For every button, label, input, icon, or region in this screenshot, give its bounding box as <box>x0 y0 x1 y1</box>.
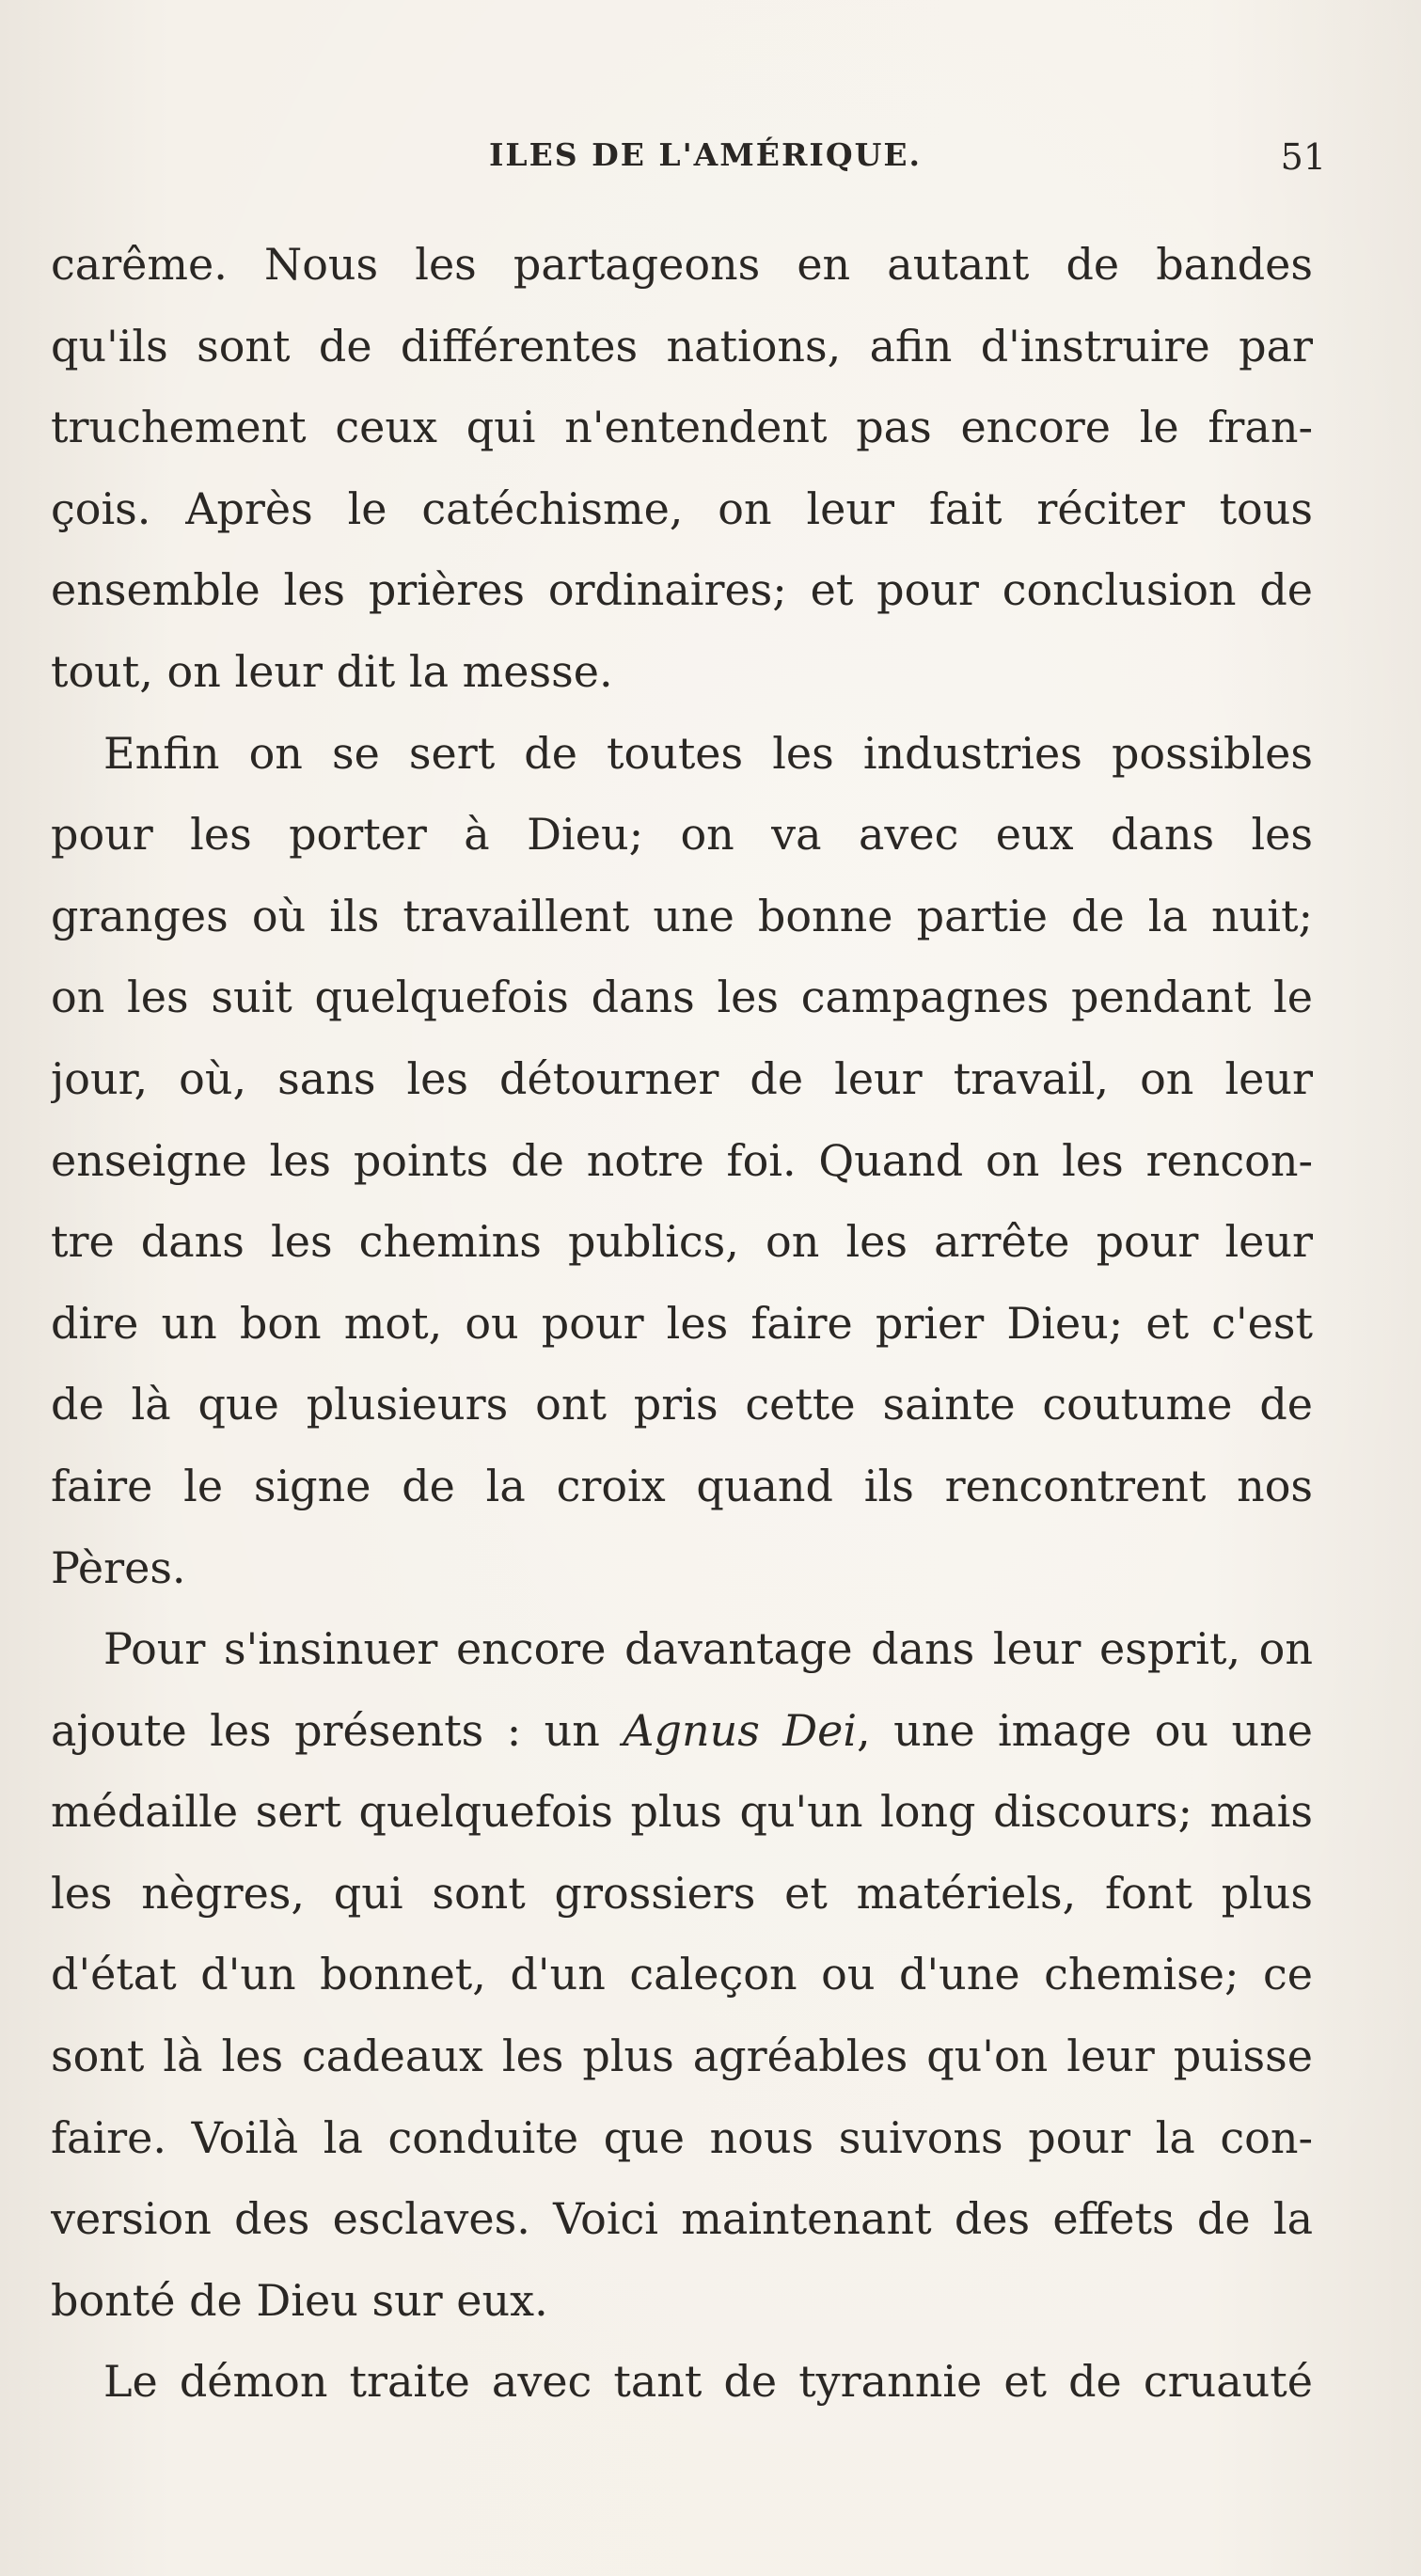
text-line: faire le signe de la croix quand ils rencontrent nos <box>51 1460 1313 1511</box>
text-line: tre dans les chemins publics, on les arrête pour leur <box>51 1216 1313 1268</box>
text-line: médaille sert quelquefois plus qu'un long discours; mais <box>51 1786 1313 1838</box>
body-text <box>51 224 1313 2423</box>
text-line: tout, on leur dit la messe. <box>51 645 613 697</box>
text-line: faire. Voilà la conduite que nous suivons pour la con- <box>51 2111 1313 2163</box>
text-run: , une image ou une <box>857 1704 1313 1756</box>
text-line: qu'ils sont de différentes nations, afin d'instruire par <box>51 320 1313 371</box>
text-line <box>51 1690 1313 1772</box>
text-line: de là que plusieurs ont pris cette sainte coutume de <box>51 1379 1313 1430</box>
italic-text-run: Agnus Dei <box>623 1704 858 1756</box>
text-line: Pères. <box>51 1541 186 1593</box>
text-line: granges où ils travaillent une bonne partie de la nuit; <box>51 890 1313 941</box>
text-line: ensemble les prières ordinaires; et pour conclusion de <box>51 564 1313 616</box>
text-line: bonté de Dieu sur eux. <box>51 2274 548 2326</box>
text-line: Pour s'insinuer encore davantage dans leur esprit, on <box>103 1623 1313 1675</box>
text-line: truchement ceux qui n'entendent pas encore le fran- <box>51 402 1313 453</box>
text-line: dire un bon mot, ou pour les faire prier Dieu; et c'est <box>51 1297 1313 1349</box>
text-run: ajoute les présents : un <box>51 1704 624 1756</box>
text-line: çois. Après le catéchisme, on leur fait réciter tous <box>51 482 1313 534</box>
text-line: d'état d'un bonnet, d'un caleçon ou d'une chemise; ce <box>51 1949 1313 2000</box>
text-line: on les suit quelquefois dans les campagnes pendant le <box>51 972 1313 1023</box>
text-line: jour, où, sans les détourner de leur travail, on leur <box>51 1052 1313 1104</box>
text-line: enseigne les points de notre foi. Quand on les rencon- <box>51 1134 1313 1186</box>
text-line: Enfin on se sert de toutes les industries possibles <box>103 727 1313 779</box>
text-line: carême. Nous les partageons en autant de bandes <box>51 239 1313 290</box>
text-line: version des esclaves. Voici maintenant des effets de la <box>51 2193 1313 2245</box>
page-number: 51 <box>1280 136 1326 178</box>
text-line: Le démon traite avec tant de tyrannie et de cruauté <box>103 2356 1313 2408</box>
text-line: les nègres, qui sont grossiers et matériels, font plus <box>51 1867 1313 1919</box>
page-header <box>85 136 1326 183</box>
text-line: pour les porter à Dieu; on va avec eux dans les <box>51 809 1313 861</box>
text-line: sont là les cadeaux les plus agréables qu'on leur puisse <box>51 2031 1313 2082</box>
running-title: ILES DE L'AMÉRIQUE. <box>489 136 922 173</box>
